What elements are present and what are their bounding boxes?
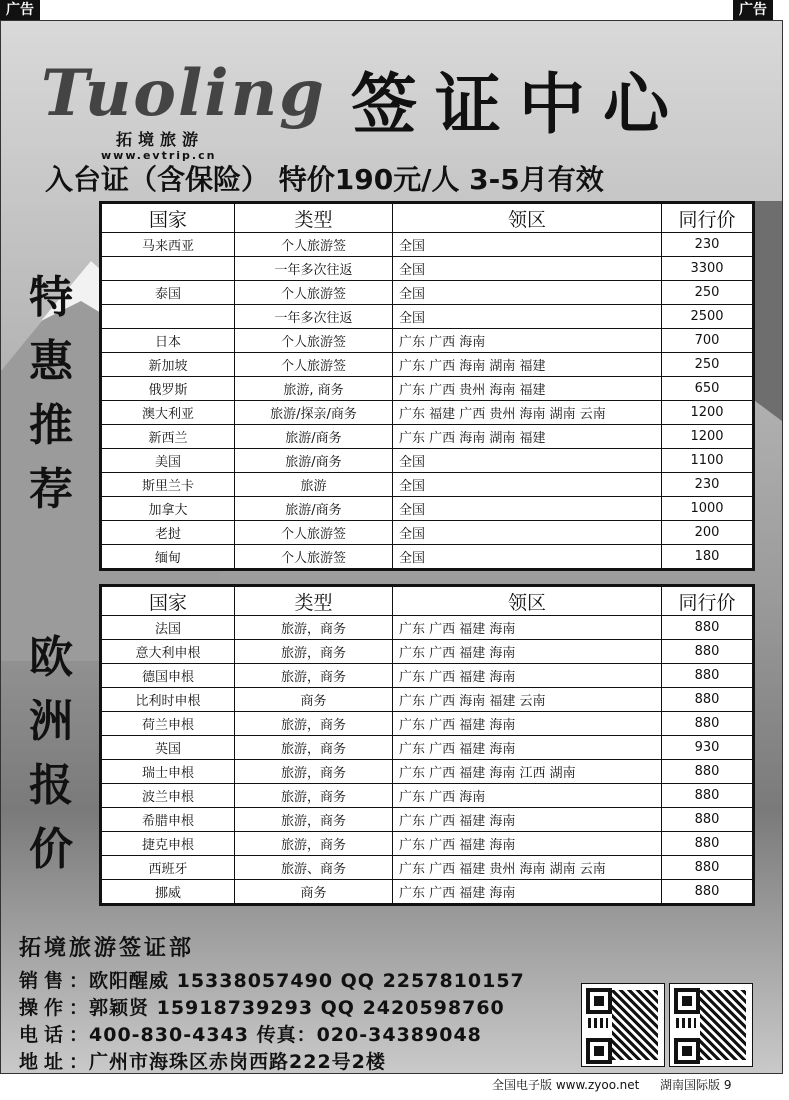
table-row [101,712,754,736]
cell-type: 旅游，商务 [235,760,393,784]
table-row [101,664,754,688]
qr-code-icon [669,983,753,1067]
cell-type: 个人旅游签 [235,329,393,353]
table-row [101,425,754,449]
sales-label: 销售： [19,970,95,992]
cell-type: 一年多次往返 [235,305,393,329]
cell-region: 广东 广西 海南 [393,329,662,353]
cell-price: 880 [662,808,754,832]
address-value: 广州市海珠区赤岗西路222号2楼 [89,1051,386,1073]
cell-type: 一年多次往返 [235,257,393,281]
page-title: 签证中心 [351,65,687,143]
cell-type: 个人旅游签 [235,281,393,305]
table-header-row [101,586,754,616]
cell-region: 全国 [393,449,662,473]
header-region: 领区 [393,586,662,616]
cell-price: 700 [662,329,754,353]
table-row [101,640,754,664]
table-row [101,401,754,425]
side-label-char: 推 [29,400,73,451]
cell-type: 个人旅游签 [235,353,393,377]
cell-price: 880 [662,712,754,736]
cell-price: 880 [662,664,754,688]
cell-type: 旅游/商务 [235,425,393,449]
cell-price: 180 [662,545,754,570]
promo-line: 入台证（含保险） 特价190元/人 3-5月有效 [45,163,604,196]
logo-chinese-name: 拓境旅游 [116,130,205,149]
qr-code-icon [581,983,665,1067]
address-label: 地址： [19,1051,95,1073]
contact-footer [19,931,525,1074]
address-contact [19,1047,525,1074]
cell-region: 广东 广西 海南 湖南 福建 [393,425,662,449]
cell-type: 个人旅游签 [235,545,393,570]
cell-country: 比利时申根 [101,688,235,712]
phone-label: 电话： [19,1024,95,1046]
cell-region: 广东 广西 海南 湖南 福建 [393,353,662,377]
cell-region: 全国 [393,281,662,305]
cell-type: 旅游, 商务 [235,377,393,401]
cell-region: 广东 广西 福建 海南 [393,808,662,832]
cell-region: 广东 广西 福建 海南 [393,664,662,688]
cell-price: 880 [662,688,754,712]
cell-price: 880 [662,880,754,905]
table-row [101,736,754,760]
cell-region: 全国 [393,473,662,497]
cell-country: 泰国 [101,281,235,305]
cell-type: 旅游，商务 [235,616,393,640]
cell-region: 广东 广西 福建 海南 [393,640,662,664]
ops-value: 郭颖贤 15918739293 QQ 2420598760 [89,997,505,1019]
cell-country: 新加坡 [101,353,235,377]
side-label-char: 特 [29,272,73,323]
cell-price: 2500 [662,305,754,329]
cell-region: 全国 [393,545,662,570]
table-row [101,760,754,784]
cell-type: 旅游，商务 [235,640,393,664]
cell-type: 旅游，商务 [235,832,393,856]
cell-type: 旅游，商务 [235,664,393,688]
logo-wordmark: Tuoling [41,56,326,131]
cell-country: 英国 [101,736,235,760]
cell-country: 斯里兰卡 [101,473,235,497]
side-label-char: 荐 [29,464,73,515]
cell-country: 马来西亚 [101,233,235,257]
cell-country: 挪威 [101,880,235,905]
cell-type: 旅游，商务 [235,736,393,760]
cell-type: 个人旅游签 [235,233,393,257]
cell-country [101,257,235,281]
side-label-char: 洲 [29,696,73,747]
header-price: 同行价 [662,203,754,233]
logo [31,41,331,161]
cell-price: 930 [662,736,754,760]
phone-value: 400-830-4343 传真：020-34389048 [89,1024,482,1046]
footer-title: 拓境旅游签证部 [19,936,195,961]
cell-region: 全国 [393,305,662,329]
table-row [101,521,754,545]
cell-type: 商务 [235,688,393,712]
sales-value: 欧阳醒威 15338057490 QQ 2257810157 [89,970,525,992]
header-country: 国家 [101,586,235,616]
cell-region: 广东 福建 广西 贵州 海南 湖南 云南 [393,401,662,425]
ad-tag-left: 广告 [0,0,40,20]
table-row [101,545,754,570]
cell-country: 瑞士申根 [101,760,235,784]
cell-price: 1100 [662,449,754,473]
cell-region: 广东 广西 海南 福建 云南 [393,688,662,712]
cell-country: 荷兰申根 [101,712,235,736]
phone-contact [19,1020,525,1047]
cell-country: 俄罗斯 [101,377,235,401]
header-type: 类型 [235,586,393,616]
cell-type: 旅游、商务 [235,856,393,880]
ops-contact [19,993,525,1020]
cell-price: 200 [662,521,754,545]
cell-country: 老挝 [101,521,235,545]
cell-price: 250 [662,281,754,305]
europe-prices-table [99,584,755,906]
poster [0,20,783,1074]
table-row [101,281,754,305]
cell-type: 旅游/探亲/商务 [235,401,393,425]
table-row [101,688,754,712]
cell-region: 广东 广西 福建 海南 江西 湖南 [393,760,662,784]
cell-price: 3300 [662,257,754,281]
table-row [101,616,754,640]
ops-label: 操作： [19,997,95,1019]
cell-region: 广东 广西 福建 海南 [393,736,662,760]
cell-country: 法国 [101,616,235,640]
cell-price: 880 [662,784,754,808]
cell-price: 230 [662,473,754,497]
cell-price: 880 [662,616,754,640]
cell-price: 880 [662,856,754,880]
cell-price: 1200 [662,401,754,425]
side-label-char: 惠 [29,336,73,387]
table-header-row [101,203,754,233]
cell-region: 全国 [393,233,662,257]
cell-type: 个人旅游签 [235,521,393,545]
table-row [101,832,754,856]
header-type: 类型 [235,203,393,233]
table-row [101,377,754,401]
header-price: 同行价 [662,586,754,616]
cell-country: 捷克申根 [101,832,235,856]
cell-price: 250 [662,353,754,377]
cell-country: 西班牙 [101,856,235,880]
cell-region: 广东 广西 海南 [393,784,662,808]
side-label-char: 报 [29,760,73,811]
cell-country: 缅甸 [101,545,235,570]
side-label-char: 欧 [29,632,73,683]
cell-country: 波兰申根 [101,784,235,808]
cell-country: 日本 [101,329,235,353]
cell-region: 广东 广西 福建 海南 [393,616,662,640]
header-region: 领区 [393,203,662,233]
table-row [101,473,754,497]
cell-country: 澳大利亚 [101,401,235,425]
cell-region: 广东 广西 贵州 海南 福建 [393,377,662,401]
cell-type: 旅游/商务 [235,497,393,521]
cell-type: 旅游，商务 [235,808,393,832]
cell-type: 旅游，商务 [235,712,393,736]
cell-type: 旅游，商务 [235,784,393,808]
cell-country: 希腊申根 [101,808,235,832]
table-row [101,784,754,808]
table-row [101,808,754,832]
cell-region: 广东 广西 福建 贵州 海南 湖南 云南 [393,856,662,880]
table-row [101,353,754,377]
table-row [101,257,754,281]
cell-country [101,305,235,329]
cell-region: 广东 广西 福建 海南 [393,832,662,856]
logo-url: www.evtrip.cn [101,149,217,162]
sales-contact [19,966,525,993]
cell-price: 1000 [662,497,754,521]
cell-region: 广东 广西 福建 海南 [393,712,662,736]
cell-price: 880 [662,640,754,664]
cell-region: 全国 [393,257,662,281]
cell-region: 全国 [393,497,662,521]
cell-price: 650 [662,377,754,401]
table-row [101,305,754,329]
table-row [101,856,754,880]
table-row [101,329,754,353]
cell-country: 美国 [101,449,235,473]
cell-country: 加拿大 [101,497,235,521]
cell-price: 880 [662,832,754,856]
table-row [101,449,754,473]
cell-price: 1200 [662,425,754,449]
header-country: 国家 [101,203,235,233]
cell-country: 意大利申根 [101,640,235,664]
side-label-char: 价 [29,824,73,875]
table-row [101,880,754,905]
side-label-europe [21,626,81,882]
cell-region: 全国 [393,521,662,545]
bottom-site-label: 全国电子版 www.zyoo.net [492,1078,640,1092]
table-row [101,497,754,521]
cell-price: 230 [662,233,754,257]
cell-type: 商务 [235,880,393,905]
ad-tag-right: 广告 [733,0,773,20]
cell-type: 旅游 [235,473,393,497]
cell-type: 旅游/商务 [235,449,393,473]
special-offers-table [99,201,755,571]
table-row [101,233,754,257]
cell-region: 广东 广西 福建 海南 [393,880,662,905]
bottom-edition-label: 湖南国际版 9 [660,1078,732,1092]
side-label-special [21,266,81,522]
cell-price: 880 [662,760,754,784]
cell-country: 新西兰 [101,425,235,449]
cell-country: 德国申根 [101,664,235,688]
